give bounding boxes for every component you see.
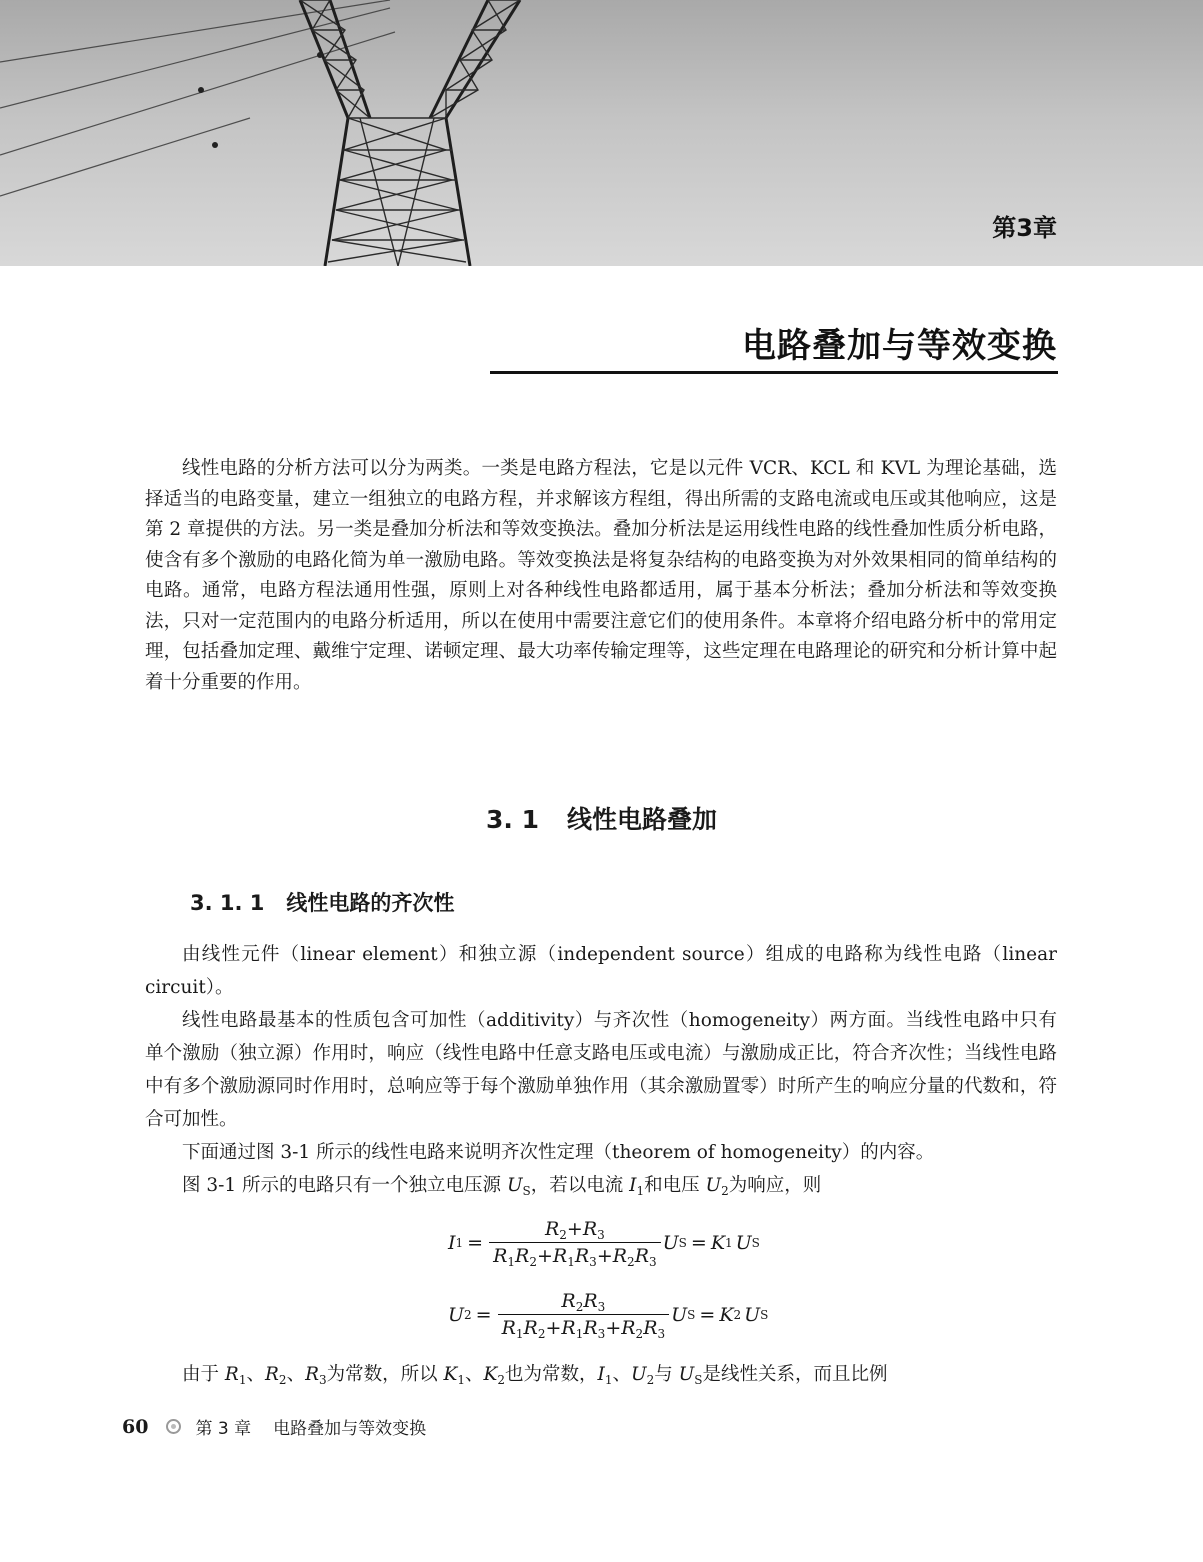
subsection-title: 线性电路的齐次性 <box>286 891 455 915</box>
body-text-continued <box>145 1358 1057 1391</box>
section-title: 线性电路叠加 <box>566 805 717 834</box>
section-number: 3. 1 <box>485 805 539 834</box>
equation-i1: I 1 = $\frac{R_2+R_3}{R_1R_2+R_1R_3+R_2R_3}$ U S = K 1 U S <box>448 1218 760 1269</box>
title-rule <box>490 371 1058 374</box>
footer-chapter: 第 3 章 <box>195 1419 252 1439</box>
subsection-number: 3. 1. 1 <box>190 891 265 915</box>
chapter-banner <box>0 0 1203 266</box>
subsection-heading <box>190 887 454 917</box>
fraction: $\frac{R_2R_3}{R_1R_2+R_1R_3+R_2R_3}$ <box>498 1290 670 1339</box>
chapter-title: 电路叠加与等效变换 <box>742 326 1057 366</box>
footer-title: 电路叠加与等效变换 <box>273 1419 427 1439</box>
intro-paragraph: 线性电路的分析方法可以分为两类。一类是电路方程法，它是以元件 VCR、KCL 和 KVL 为理论基础，选择适当的电路变量，建立一组独立的电路方程，并求解该方程组，得出所需的支路电流或电压或其他响应，这是第 2 章提供的方法。另一类是叠加分析法和等效变换法。叠加分析法是运用线性电路的线性叠加性质分析电路，使含有多个激励的电路化简为单一激励电路。等效变换法是将复杂结构的电路变换为对外效果相同的简单结构的电路。通常，电路方程法通用性强，原则上对各种线性电路都适用，属于基本分析法；叠加分析法和等效变换法，只对一定范围内的电路分析适用，所以在使用中需要注意它们的使用条件。本章将介绍电路分析中的常用定理，包括叠加定理、戴维宁定理、诺顿定理、最大功率传输定理等，这些定理在电路理论的研究和分析计算中起着十分重要的作用。 <box>145 458 1057 693</box>
body-text <box>145 938 1057 1202</box>
circle-bullet-icon <box>166 1419 181 1434</box>
paragraph-homogeneity-intro: 下面通过图 3-1 所示的线性电路来说明齐次性定理（theorem of homogeneity）的内容。 <box>182 1142 935 1163</box>
chapter-tag: 第3章 <box>992 214 1057 242</box>
paragraph-constants: 由于 $R_1$、$R_2$、$R_3$为常数，所以 $K_1$、$K_2$也为常数，$I_1$、$U_2$与 $U_S$是线性关系，而且比例 <box>182 1364 888 1387</box>
equation-u2: U 2 = $\frac{R_2R_3}{R_1R_2+R_1R_3+R_2R_3}$ U S = K 2 U S <box>448 1290 769 1341</box>
page-footer <box>122 1414 426 1439</box>
paragraph-response: 图 3-1 所示的电路只有一个独立电压源 $U_S$，若以电流 $I_1$和电压 $U_2$为响应，则 <box>182 1175 822 1198</box>
page-number: 60 <box>122 1415 149 1438</box>
paragraph-properties: 线性电路最基本的性质包含可加性（additivity）与齐次性（homogeneity）两方面。当线性电路中只有单个激励（独立源）作用时，响应（线性电路中任意支路电压或电流）与激励成正比，符合齐次性；当线性电路中有多个激励源同时作用时，总响应等于每个激励单独作用（其余激励置零）时所产生的响应分量的代数和，符合可加性。 <box>145 1010 1057 1130</box>
paragraph-linear-circuit: 由线性元件（linear element）和独立源（independent source）组成的电路称为线性电路（linear circuit）。 <box>145 944 1057 998</box>
fraction: $\frac{R_2+R_3}{R_1R_2+R_1R_3+R_2R_3}$ <box>489 1218 661 1267</box>
section-heading <box>0 800 1203 836</box>
